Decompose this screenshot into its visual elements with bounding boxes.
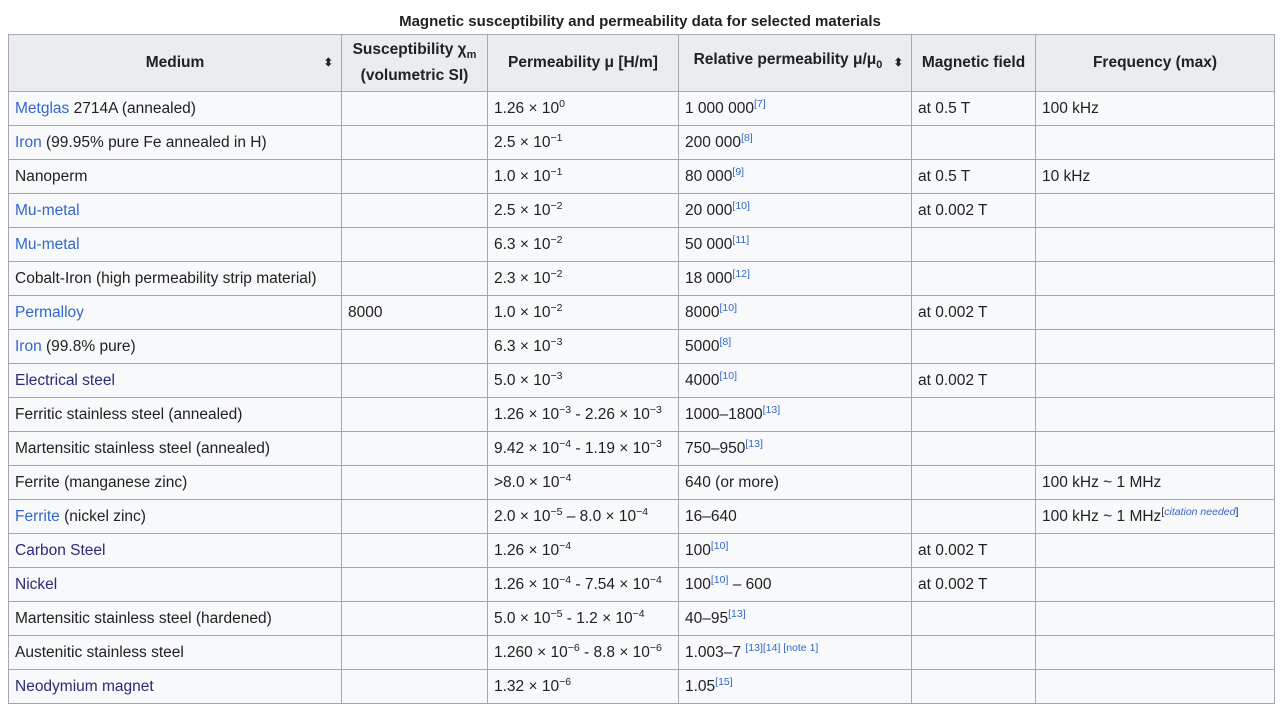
perm-exponent-2: −4	[649, 573, 662, 586]
reference-text[interactable]: [10]	[710, 539, 729, 552]
cell-susceptibility	[342, 398, 488, 432]
reference-link[interactable]	[732, 267, 750, 279]
cell-magnetic-field: at 0.002 T	[912, 364, 1036, 398]
perm-mantissa: 5.0 × 10	[494, 609, 551, 627]
medium-link[interactable]: Permalloy	[15, 303, 84, 321]
perm-mantissa: 9.42 × 10	[494, 439, 560, 457]
reference-text[interactable]: [8]	[741, 131, 753, 144]
cell-permeability	[488, 364, 679, 398]
reference-text[interactable]: [13]	[745, 437, 763, 450]
perm-mantissa-2: – 8.0 × 10	[562, 507, 637, 525]
perm-exponent: −2	[550, 301, 563, 314]
perm-mantissa: >8.0 × 10	[494, 473, 560, 491]
perm-mantissa: 1.26 × 10	[494, 575, 560, 593]
cell-relative-permeability	[679, 126, 912, 160]
perm-exponent: −2	[550, 267, 563, 280]
cell-medium	[9, 466, 342, 500]
cell-medium	[9, 534, 342, 568]
header-medium-label: Medium	[145, 54, 205, 71]
relative-value: 80 000	[685, 167, 733, 185]
reference-link[interactable]	[741, 131, 753, 143]
cell-relative-permeability	[679, 228, 912, 262]
cell-medium	[9, 364, 342, 398]
perm-exponent-2: −3	[649, 437, 662, 450]
cell-relative-permeability	[679, 534, 912, 568]
cell-medium	[9, 636, 342, 670]
cell-susceptibility	[342, 670, 488, 704]
perm-exponent: −4	[559, 471, 572, 484]
cell-frequency	[1036, 466, 1275, 500]
table-row	[9, 194, 1275, 228]
cell-frequency	[1036, 126, 1275, 160]
cell-frequency	[1036, 160, 1275, 194]
cell-frequency	[1036, 364, 1275, 398]
table-row	[9, 500, 1275, 534]
perm-exponent: −1	[550, 131, 563, 144]
cell-medium	[9, 296, 342, 330]
header-magnetic-field: Magnetic field	[912, 35, 1036, 92]
cell-relative-permeability	[679, 296, 912, 330]
reference-text[interactable]: [13]	[728, 607, 746, 620]
relative-value: 1.003–7	[685, 643, 746, 661]
cell-susceptibility	[342, 636, 488, 670]
cell-medium	[9, 568, 342, 602]
relative-value: 18 000	[685, 269, 733, 287]
cell-magnetic-field: at 0.5 T	[912, 92, 1036, 126]
table-row	[9, 398, 1275, 432]
cell-magnetic-field: at 0.002 T	[912, 534, 1036, 568]
table-row	[9, 160, 1275, 194]
header-susceptibility: Susceptibility $\chi_m$ (volumetric SI)	[342, 35, 488, 92]
cell-magnetic-field: at 0.5 T	[912, 160, 1036, 194]
medium-text: Ferrite (manganese zinc)	[15, 473, 188, 491]
cell-relative-permeability	[679, 364, 912, 398]
reference-link[interactable]	[745, 437, 763, 449]
relative-value: 40–95	[685, 609, 729, 627]
reference-text[interactable]: [13][14]	[745, 641, 781, 654]
cell-relative-permeability	[679, 398, 912, 432]
cell-permeability	[488, 92, 679, 126]
frequency-value: 10 kHz	[1042, 167, 1091, 185]
cell-medium	[9, 670, 342, 704]
cell-medium	[9, 432, 342, 466]
cell-medium	[9, 228, 342, 262]
cell-relative-permeability	[679, 330, 912, 364]
reference-text[interactable]: [12]	[732, 267, 750, 280]
reference-text[interactable]: [13]	[762, 403, 781, 416]
bracket-open: [	[1161, 505, 1165, 518]
cell-permeability	[488, 602, 679, 636]
perm-mantissa: 1.26 × 10	[494, 541, 560, 559]
cell-frequency	[1036, 636, 1275, 670]
frequency-value: 100 kHz	[1042, 99, 1099, 117]
cell-permeability	[488, 636, 679, 670]
medium-link[interactable]: Mu-metal	[15, 201, 80, 219]
citation-needed[interactable]	[1161, 505, 1238, 517]
medium-text: (99.95% pure Fe annealed in H)	[41, 133, 267, 151]
medium-link[interactable]: Iron	[15, 337, 42, 355]
perm-mantissa: 1.26 × 10	[494, 405, 560, 423]
perm-exponent: −4	[559, 539, 572, 552]
relative-value: 20 000	[685, 201, 733, 219]
table-row	[9, 330, 1275, 364]
perm-exponent: −1	[550, 165, 563, 178]
table-row	[9, 296, 1275, 330]
perm-mantissa: 1.26 × 10	[494, 99, 560, 117]
cell-medium	[9, 398, 342, 432]
cell-magnetic-field	[912, 228, 1036, 262]
medium-link[interactable]: Neodymium magnet	[15, 677, 154, 695]
cell-susceptibility	[342, 330, 488, 364]
perm-mantissa: 5.0 × 10	[494, 371, 551, 389]
reference-link[interactable]	[719, 301, 737, 313]
relative-value: 50 000	[685, 235, 733, 253]
relative-value-upper: – 600	[728, 575, 772, 593]
permeability-table	[8, 34, 1275, 704]
cell-susceptibility	[342, 602, 488, 636]
medium-text: (99.8% pure)	[41, 337, 136, 355]
reference-text[interactable]: [10]	[732, 199, 750, 212]
relative-value: 8000	[685, 303, 720, 321]
reference-text[interactable]: [10]	[719, 301, 737, 314]
relative-value: 100	[685, 575, 711, 593]
perm-mantissa-2: - 1.19 × 10	[571, 439, 650, 457]
cell-frequency	[1036, 432, 1275, 466]
cell-magnetic-field	[912, 126, 1036, 160]
medium-link[interactable]: Iron	[15, 133, 42, 151]
medium-link[interactable]: Mu-metal	[15, 235, 80, 253]
perm-mantissa: 1.32 × 10	[494, 677, 560, 695]
cell-magnetic-field	[912, 398, 1036, 432]
cell-medium	[9, 262, 342, 296]
medium-link[interactable]: Carbon Steel	[15, 541, 106, 559]
reference-text[interactable]: [11]	[732, 233, 750, 246]
header-permeability: Permeability μ [H/m]	[488, 35, 679, 92]
reference-text[interactable]: [9]	[732, 165, 745, 178]
relative-value: 100	[685, 541, 711, 559]
perm-exponent: −4	[559, 573, 572, 586]
table-row	[9, 432, 1275, 466]
relative-value: 1000–1800	[685, 405, 763, 423]
cell-frequency	[1036, 602, 1275, 636]
frequency-value: 100 kHz ~ 1 MHz	[1042, 507, 1162, 525]
medium-text: Martensitic stainless steel (annealed)	[15, 439, 271, 457]
medium-text: Cobalt-Iron (high permeability strip material)	[15, 269, 317, 287]
cell-relative-permeability	[679, 160, 912, 194]
cell-relative-permeability	[679, 92, 912, 126]
header-row	[9, 35, 1275, 92]
perm-mantissa: 2.5 × 10	[494, 201, 551, 219]
perm-mantissa: 2.5 × 10	[494, 133, 551, 151]
medium-text: Martensitic stainless steel (hardened)	[15, 609, 272, 627]
medium-text: Ferritic stainless steel (annealed)	[15, 405, 243, 423]
sort-icon[interactable]: ⬍	[893, 57, 903, 69]
perm-mantissa-2: - 7.54 × 10	[571, 575, 650, 593]
medium-link[interactable]: Electrical steel	[15, 371, 115, 389]
medium-link[interactable]: Nickel	[15, 575, 58, 593]
cell-medium	[9, 92, 342, 126]
cell-frequency	[1036, 534, 1275, 568]
cell-permeability	[488, 568, 679, 602]
cell-susceptibility	[342, 262, 488, 296]
perm-exponent: −3	[550, 335, 563, 348]
table-row	[9, 364, 1275, 398]
perm-exponent: −3	[559, 403, 572, 416]
cell-susceptibility: 8000	[342, 296, 488, 330]
perm-exponent-2: −4	[632, 607, 645, 620]
reference-text[interactable]: [7]	[753, 97, 766, 110]
header-relative-permeability[interactable]: Relative permeability $\mu/\mu_0$ ⬍	[679, 35, 912, 92]
cell-relative-permeability	[679, 466, 912, 500]
medium-text: Nanoperm	[15, 167, 88, 185]
medium-text: 2714A (annealed)	[69, 99, 196, 117]
cell-permeability	[488, 466, 679, 500]
perm-exponent-2: −4	[636, 505, 649, 518]
cell-relative-permeability	[679, 432, 912, 466]
cell-magnetic-field	[912, 466, 1036, 500]
reference-link[interactable]	[732, 199, 750, 211]
cell-permeability	[488, 500, 679, 534]
cell-permeability	[488, 160, 679, 194]
reference-link[interactable]	[715, 675, 733, 687]
medium-link[interactable]: Metglas	[15, 99, 70, 117]
table-caption: Magnetic susceptibility and permeability data for selected materials	[399, 13, 881, 30]
perm-exponent: 0	[559, 97, 565, 110]
perm-exponent: −6	[567, 641, 580, 654]
table-row	[9, 126, 1275, 160]
table-row	[9, 636, 1275, 670]
cell-susceptibility	[342, 228, 488, 262]
cell-permeability	[488, 194, 679, 228]
perm-mantissa: 1.0 × 10	[494, 167, 551, 185]
cell-frequency	[1036, 194, 1275, 228]
cell-permeability	[488, 126, 679, 160]
cell-frequency	[1036, 330, 1275, 364]
cell-magnetic-field	[912, 500, 1036, 534]
cell-permeability	[488, 228, 679, 262]
cell-frequency	[1036, 262, 1275, 296]
perm-mantissa: 1.260 × 10	[494, 643, 568, 661]
perm-exponent: −4	[559, 437, 572, 450]
reference-text[interactable]: [15]	[715, 675, 733, 688]
frequency-value: 100 kHz ~ 1 MHz	[1042, 473, 1162, 491]
cell-susceptibility	[342, 534, 488, 568]
citation-needed-link[interactable]: citation needed	[1164, 505, 1236, 518]
note-text[interactable]: [note 1]	[780, 641, 819, 654]
cell-medium	[9, 500, 342, 534]
cell-permeability	[488, 330, 679, 364]
table-row	[9, 466, 1275, 500]
relative-value: 1 000 000	[685, 99, 754, 117]
cell-permeability	[488, 296, 679, 330]
cell-susceptibility	[342, 364, 488, 398]
cell-susceptibility	[342, 500, 488, 534]
cell-magnetic-field	[912, 670, 1036, 704]
cell-magnetic-field: at 0.002 T	[912, 194, 1036, 228]
perm-exponent: −2	[550, 233, 563, 246]
perm-mantissa: 6.3 × 10	[494, 235, 551, 253]
cell-susceptibility	[342, 194, 488, 228]
cell-permeability	[488, 262, 679, 296]
cell-permeability	[488, 670, 679, 704]
cell-relative-permeability	[679, 500, 912, 534]
table-row	[9, 602, 1275, 636]
reference-link[interactable]	[711, 573, 729, 585]
table-row	[9, 568, 1275, 602]
perm-exponent: −6	[559, 675, 572, 688]
cell-medium	[9, 160, 342, 194]
perm-mantissa-2: - 8.8 × 10	[579, 643, 650, 661]
reference-link[interactable]	[745, 641, 780, 653]
cell-medium	[9, 330, 342, 364]
table-row	[9, 92, 1275, 126]
perm-mantissa-2: - 2.26 × 10	[571, 405, 650, 423]
reference-link[interactable]	[763, 403, 781, 415]
cell-magnetic-field	[912, 432, 1036, 466]
cell-magnetic-field	[912, 262, 1036, 296]
perm-exponent: −3	[550, 369, 563, 382]
perm-mantissa: 6.3 × 10	[494, 337, 551, 355]
perm-mantissa-2: - 1.2 × 10	[562, 609, 633, 627]
cell-permeability	[488, 534, 679, 568]
reference-text[interactable]: [10]	[719, 369, 737, 382]
reference-text[interactable]: [10]	[710, 573, 729, 586]
cell-relative-permeability	[679, 194, 912, 228]
perm-exponent: −5	[550, 607, 563, 620]
medium-link[interactable]: Ferrite	[15, 507, 60, 525]
cell-susceptibility	[342, 92, 488, 126]
perm-exponent-2: −3	[649, 403, 662, 416]
cell-relative-permeability	[679, 636, 912, 670]
header-frequency: Frequency (max)	[1036, 35, 1275, 92]
cell-medium	[9, 194, 342, 228]
table-row	[9, 262, 1275, 296]
cell-frequency	[1036, 398, 1275, 432]
cell-relative-permeability	[679, 568, 912, 602]
reference-link[interactable]	[711, 539, 729, 551]
relative-value: 640 (or more)	[685, 473, 779, 491]
cell-magnetic-field	[912, 330, 1036, 364]
note-link[interactable]	[780, 641, 818, 653]
table-row	[9, 670, 1275, 704]
cell-susceptibility	[342, 126, 488, 160]
perm-mantissa: 1.0 × 10	[494, 303, 551, 321]
reference-link[interactable]	[732, 233, 749, 245]
cell-relative-permeability	[679, 262, 912, 296]
perm-exponent-2: −6	[649, 641, 662, 654]
relative-value: 5000	[685, 337, 720, 355]
reference-link[interactable]	[719, 335, 731, 347]
cell-susceptibility	[342, 466, 488, 500]
cell-permeability	[488, 398, 679, 432]
cell-frequency	[1036, 228, 1275, 262]
cell-frequency	[1036, 670, 1275, 704]
cell-relative-permeability	[679, 670, 912, 704]
header-medium[interactable]	[9, 35, 342, 92]
bracket-close: ]	[1235, 505, 1239, 518]
reference-text[interactable]: [8]	[719, 335, 732, 348]
perm-exponent: −2	[550, 199, 563, 212]
cell-frequency	[1036, 500, 1275, 534]
cell-magnetic-field: at 0.002 T	[912, 568, 1036, 602]
cell-magnetic-field: at 0.002 T	[912, 296, 1036, 330]
reference-link[interactable]	[728, 607, 746, 619]
relative-value: 1.05	[685, 677, 716, 695]
cell-medium	[9, 602, 342, 636]
medium-text: (nickel zinc)	[59, 507, 146, 525]
relative-value: 4000	[685, 371, 720, 389]
reference-link[interactable]	[719, 369, 737, 381]
cell-magnetic-field	[912, 636, 1036, 670]
relative-value: 16–640	[685, 507, 737, 525]
sort-icon[interactable]: ⬍	[323, 57, 333, 69]
perm-exponent: −5	[550, 505, 563, 518]
relative-value: 200 000	[685, 133, 742, 151]
cell-susceptibility	[342, 160, 488, 194]
cell-relative-permeability	[679, 602, 912, 636]
cell-permeability	[488, 432, 679, 466]
cell-magnetic-field	[912, 602, 1036, 636]
reference-link[interactable]	[732, 165, 744, 177]
table-row	[9, 534, 1275, 568]
cell-susceptibility	[342, 568, 488, 602]
perm-mantissa: 2.3 × 10	[494, 269, 551, 287]
relative-value: 750–950	[685, 439, 746, 457]
cell-frequency	[1036, 296, 1275, 330]
reference-link[interactable]	[754, 97, 766, 109]
cell-frequency	[1036, 92, 1275, 126]
cell-medium	[9, 126, 342, 160]
cell-susceptibility	[342, 432, 488, 466]
table-row	[9, 228, 1275, 262]
medium-text: Austenitic stainless steel	[15, 643, 184, 661]
cell-frequency	[1036, 568, 1275, 602]
perm-mantissa: 2.0 × 10	[494, 507, 551, 525]
